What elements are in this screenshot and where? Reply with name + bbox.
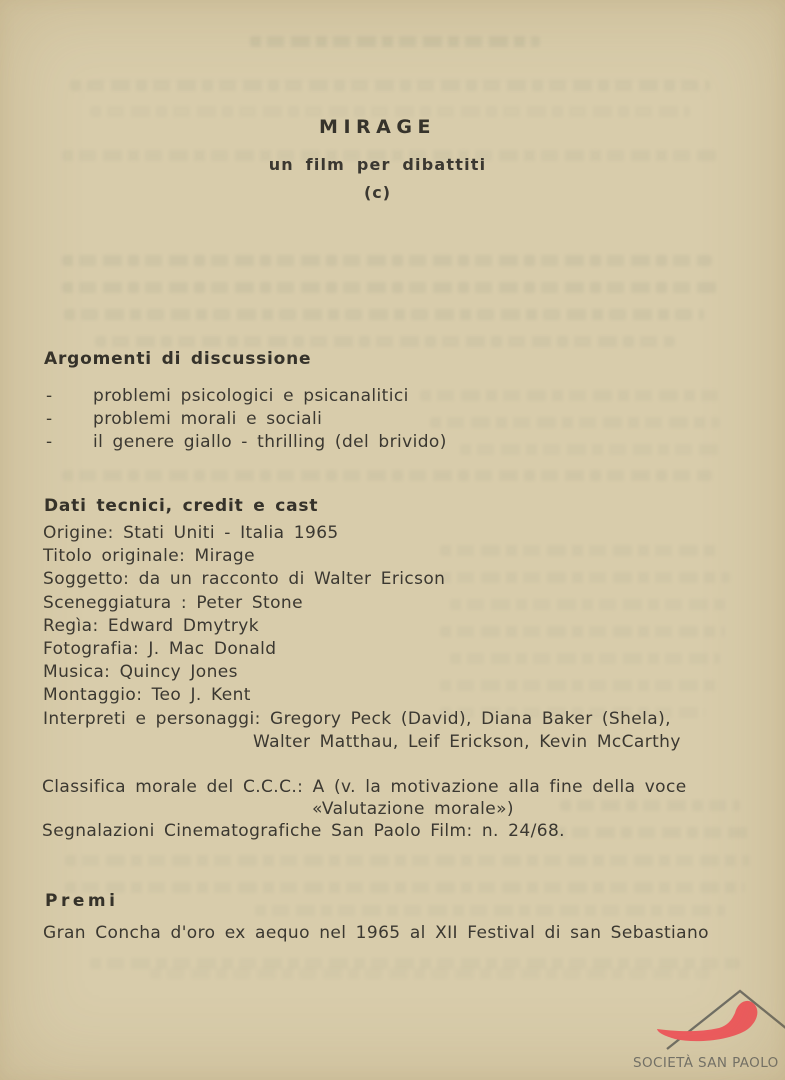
credits-block [43, 522, 681, 754]
bleed-through-line [65, 855, 750, 866]
moral-rating-line: Segnalazioni Cinematografiche San Paolo Film: n. 24/68. [42, 820, 565, 841]
bullet-dash: - [46, 432, 53, 453]
credit-line: Soggetto: da un racconto di Walter Ericson [43, 569, 446, 590]
topic-item [46, 385, 447, 408]
bleed-through-line [70, 80, 710, 91]
bleed-through-line [62, 255, 712, 266]
bleed-through-line [150, 968, 710, 979]
bleed-through-line [90, 958, 740, 969]
bleed-through-line [460, 444, 720, 455]
topics-heading: Argomenti di discussione [44, 349, 312, 369]
topic-item-label: problemi morali e sociali [93, 409, 323, 430]
topic-item [46, 408, 447, 431]
credit-line: Fotografia: J. Mac Donald [43, 639, 277, 660]
moral-rating-block [42, 777, 687, 842]
credit-line: Montaggio: Teo J. Kent [43, 685, 251, 706]
classification-mark: (c) [363, 183, 392, 202]
credits-heading: Dati tecnici, credit e cast [44, 496, 319, 516]
credit-line: Origine: Stati Uniti - Italia 1965 [43, 523, 339, 543]
credit-line: Regìa: Edward Dmytryk [43, 615, 259, 636]
page-subtitle: un film per dibattiti [268, 155, 487, 174]
bleed-through-line [95, 336, 675, 347]
bleed-through-line [62, 470, 712, 481]
bleed-through-line [250, 36, 540, 47]
bullet-dash: - [46, 386, 53, 406]
bleed-through-line [62, 282, 720, 293]
credit-line: Sceneggiatura : Peter Stone [43, 592, 303, 613]
bleed-through-line [65, 882, 745, 893]
page-title: MIRAGE [319, 116, 436, 138]
credit-line: Interpreti e personaggi: Gregory Peck (David), Diana Baker (Shela), [43, 708, 671, 729]
awards-heading: Premi [45, 891, 119, 911]
credit-line: Titolo originale: Mirage [43, 546, 255, 567]
bleed-through-line [64, 309, 704, 320]
bleed-through-line [255, 905, 725, 916]
award-line: Gran Concha d'oro ex aequo nel 1965 al XII Festival di san Sebastiano [43, 923, 709, 943]
moral-rating-line: «Valutazione morale») [312, 798, 514, 819]
bleed-through-line [420, 390, 720, 401]
bleed-through-line [430, 417, 720, 428]
topics-list [46, 385, 447, 455]
publisher-logo [597, 985, 785, 1080]
bullet-dash: - [46, 409, 53, 430]
moral-rating-line: Classifica morale del C.C.C.: A (v. la motivazione alla fine della voce [42, 777, 687, 797]
publisher-name: SOCIETÀ SAN PAOLO [633, 1055, 779, 1071]
credit-line: Musica: Quincy Jones [43, 662, 238, 683]
topic-item-label: problemi psicologici e psicanalitici [93, 386, 409, 406]
topic-item-label: il genere giallo - thrilling (del brivido) [93, 432, 447, 453]
logo-comet-icon [657, 1001, 757, 1041]
credit-line-cast-continuation: Walter Matthau, Leif Erickson, Kevin McCarthy [253, 731, 681, 752]
topic-item [46, 431, 447, 454]
